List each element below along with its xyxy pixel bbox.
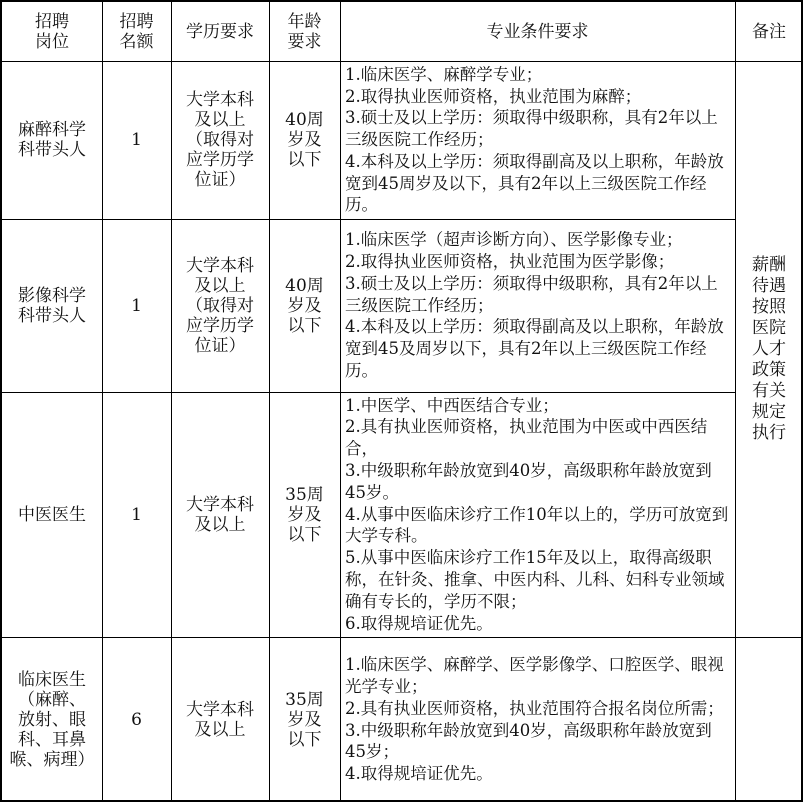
header-education: 学历要求: [186, 21, 254, 42]
requirement-item: 4.从事中医临床诊疗工作10年以上的，学历可放宽到大学专科。: [345, 504, 729, 546]
header-position: 招聘 岗位: [35, 11, 69, 52]
requirement-item: 1.中医学、中西医结合专业；: [345, 395, 559, 415]
requirement-item: 6.取得规培证优先。: [345, 613, 493, 633]
row1-requirements: [340, 61, 735, 219]
row2-education: 大学本科 及以上 （取得对 应学历学 位证）: [186, 255, 254, 356]
row4-requirements: [340, 637, 735, 802]
row1-education: 大学本科 及以上 （取得对 应学历学 位证）: [186, 90, 254, 190]
requirement-item: 4.本科及以上学历：须取得副高及以上职称，年龄放宽到45及周岁以下，具有2年以上三级医院工作经历。: [345, 317, 724, 380]
requirement-item: 5.从事中医临床诊疗工作15年及以上，取得高级职称，在针灸、推拿、中医内科、儿科、妇科专业领域确有专长的，学历不限；: [345, 548, 725, 611]
requirement-item: 3.硕士及以上学历：须取得中级职称，具有2年以上三级医院工作经历；: [345, 273, 718, 315]
remarks-cell: 薪酬 待遇 按照 医院 人才 政策 有关 规定 执行: [752, 254, 786, 443]
row4-count: 6: [131, 709, 142, 730]
row1-age: 40周 岁及 以下: [285, 110, 324, 170]
requirement-item: 3.硕士及以上学历：须取得中级职称，具有2年以上三级医院工作经历；: [345, 108, 718, 150]
row4-age: 35周 岁及 以下: [285, 689, 324, 750]
requirement-item: 4.本科及以上学历：须取得副高及以上职称，年龄放宽到45周岁及以下，具有2年以上三级医院工作经历。: [345, 151, 724, 215]
header-requirements: 专业条件要求: [486, 21, 589, 42]
row3-requirements: [340, 392, 735, 637]
requirement-item: 2.具有执业医师资格，执业范围为中医或中西医结合，: [345, 417, 708, 459]
row4-education: 大学本科 及以上: [186, 699, 254, 740]
row2-position: 影像科学 科带头人: [18, 285, 86, 326]
header-count: 招聘 名额: [119, 11, 154, 52]
row3-count: 1: [131, 504, 142, 525]
requirement-item: 2.取得执业医师资格，执业范围为医学影像；: [345, 252, 675, 271]
row1-count: 1: [131, 130, 142, 150]
row2-requirements: [340, 219, 735, 392]
requirement-item: 4.取得规培证优先。: [345, 764, 493, 784]
requirement-item: 1.临床医学、麻醉学专业；: [345, 64, 543, 84]
row3-age: 35周 岁及 以下: [285, 484, 324, 545]
row3-position: 中医医生: [18, 504, 86, 525]
requirement-item: 2.具有执业医师资格，执业范围符合报名岗位所需；: [345, 698, 724, 718]
row4-position: 临床医生 （麻醉、 放射、眼 科、耳鼻 喉、病理）: [9, 669, 95, 770]
header-remarks: 备注: [752, 21, 786, 42]
row2-age: 40周 岁及 以下: [285, 275, 324, 336]
remarks-empty-cell: [735, 637, 803, 802]
requirement-item: 1.临床医学、麻醉学、医学影像学、口腔医学、眼视光学专业；: [345, 655, 724, 696]
row2-count: 1: [131, 295, 142, 316]
header-age: 年龄 要求: [287, 11, 322, 52]
requirement-item: 1.临床医学（超声诊断方向）、医学影像专业；: [345, 230, 683, 250]
requirement-item: 2.取得执业医师资格，执业范围为麻醉；: [345, 86, 642, 106]
requirement-item: 3.中级职称年龄放宽到40岁，高级职称年龄放宽到45岁。: [345, 461, 712, 502]
row3-education: 大学本科 及以上: [186, 494, 254, 535]
row1-position: 麻醉科学 科带头人: [18, 120, 86, 160]
requirement-item: 3.中级职称年龄放宽到40岁，高级职称年龄放宽到45岁；: [345, 720, 712, 762]
